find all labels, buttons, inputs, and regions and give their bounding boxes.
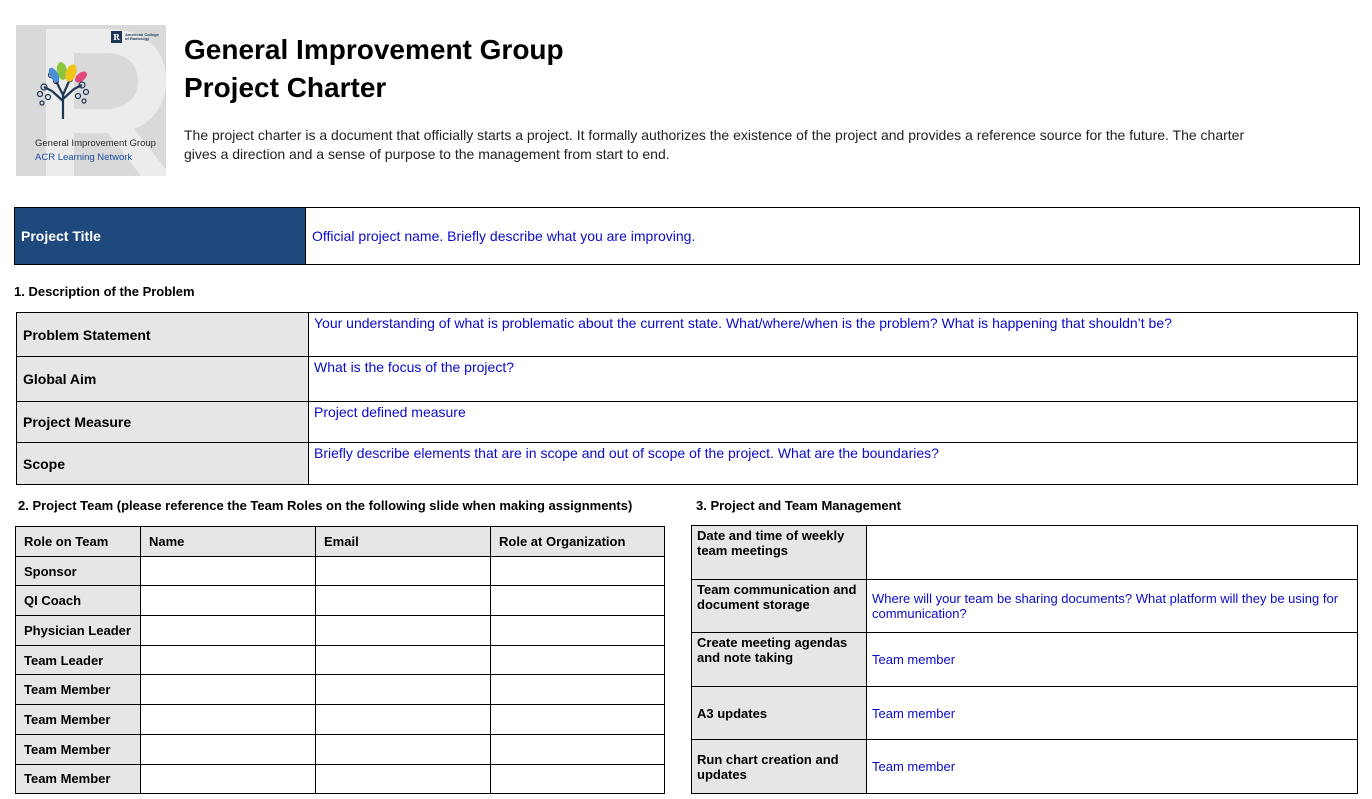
tree-icon — [34, 61, 92, 121]
role-cell: Physician Leader — [16, 616, 141, 646]
name-input-cell[interactable] — [141, 556, 316, 586]
table-row — [692, 686, 1358, 740]
table-row — [17, 443, 1358, 485]
table-row — [16, 556, 665, 586]
col-role-at-organization: Role at Organization — [491, 527, 665, 557]
weekly-meetings-field[interactable] — [867, 526, 1358, 580]
project-title-row — [14, 207, 1360, 265]
email-input-cell[interactable] — [316, 645, 491, 675]
table-row — [17, 357, 1358, 402]
a3-updates-field[interactable]: Team member — [867, 686, 1358, 740]
org-role-input-cell[interactable] — [491, 616, 665, 646]
acr-org-name: American College of Radiology — [125, 31, 159, 41]
table-row — [16, 616, 665, 646]
role-cell: Team Member — [16, 675, 141, 705]
global-aim-label: Global Aim — [17, 357, 309, 402]
page-title — [184, 31, 564, 107]
name-input-cell[interactable] — [141, 586, 316, 616]
org-role-input-cell[interactable] — [491, 645, 665, 675]
title-line-2: Project Charter — [184, 72, 387, 103]
agendas-notes-field[interactable]: Team member — [867, 633, 1358, 687]
weekly-meetings-label: Date and time of weekly team meetings — [692, 526, 867, 580]
table-row — [17, 313, 1358, 357]
org-role-input-cell[interactable] — [491, 556, 665, 586]
table-row — [16, 705, 665, 735]
problem-statement-field[interactable]: Your understanding of what is problematic about the current state. What/where/when is the problem? What is happening that shouldn’t be? — [309, 313, 1358, 357]
agendas-notes-label: Create meeting agendas and note taking — [692, 633, 867, 687]
table-row — [16, 645, 665, 675]
project-title-label: Project Title — [15, 208, 306, 264]
email-input-cell[interactable] — [316, 764, 491, 794]
role-cell: Team Leader — [16, 645, 141, 675]
project-measure-field[interactable]: Project defined measure — [309, 402, 1358, 443]
table-row — [16, 675, 665, 705]
org-role-input-cell[interactable] — [491, 764, 665, 794]
communication-storage-label: Team communication and document storage — [692, 579, 867, 633]
role-cell: Team Member — [16, 764, 141, 794]
global-aim-field[interactable]: What is the focus of the project? — [309, 357, 1358, 402]
table-row — [692, 740, 1358, 794]
org-role-input-cell[interactable] — [491, 734, 665, 764]
org-role-input-cell[interactable] — [491, 675, 665, 705]
section3-heading: 3. Project and Team Management — [696, 498, 901, 513]
name-input-cell[interactable] — [141, 734, 316, 764]
intro-paragraph: The project charter is a document that officially starts a project. It formally authorizes the existence of the project and provides a reference source for the future. The charter gives a direction and a sense of purpose to the management from start to end. — [184, 127, 1245, 162]
a3-updates-label: A3 updates — [692, 686, 867, 740]
org-role-input-cell[interactable] — [491, 586, 665, 616]
table-row — [17, 402, 1358, 443]
name-input-cell[interactable] — [141, 705, 316, 735]
section1-heading: 1. Description of the Problem — [14, 284, 195, 299]
col-name: Name — [141, 527, 316, 557]
project-measure-label: Project Measure — [17, 402, 309, 443]
col-email: Email — [316, 527, 491, 557]
org-role-input-cell[interactable] — [491, 705, 665, 735]
management-table — [691, 525, 1358, 794]
col-role-on-team: Role on Team — [16, 527, 141, 557]
logo-network-name: ACR Learning Network — [35, 152, 133, 163]
communication-storage-field[interactable]: Where will your team be sharing documents? What platform will they be using for communication? — [867, 579, 1358, 633]
email-input-cell[interactable] — [316, 616, 491, 646]
table-row — [16, 586, 665, 616]
section2-heading: 2. Project Team (please reference the Team Roles on the following slide when making assignments) — [18, 498, 633, 513]
table-row — [692, 633, 1358, 687]
name-input-cell[interactable] — [141, 764, 316, 794]
problem-table — [16, 312, 1358, 485]
name-input-cell[interactable] — [141, 616, 316, 646]
team-table — [15, 526, 665, 794]
email-input-cell[interactable] — [316, 675, 491, 705]
email-input-cell[interactable] — [316, 586, 491, 616]
table-header-row — [16, 527, 665, 557]
role-cell: Team Member — [16, 734, 141, 764]
role-cell: QI Coach — [16, 586, 141, 616]
project-title-field[interactable]: Official project name. Briefly describe what you are improving. — [312, 228, 696, 244]
table-row — [16, 734, 665, 764]
acr-mark — [111, 31, 161, 43]
table-row — [692, 579, 1358, 633]
acr-r-badge: R — [111, 31, 122, 43]
problem-statement-label: Problem Statement — [17, 313, 309, 357]
name-input-cell[interactable] — [141, 645, 316, 675]
acr-logo — [16, 25, 166, 176]
name-input-cell[interactable] — [141, 675, 316, 705]
table-row — [16, 764, 665, 794]
email-input-cell[interactable] — [316, 734, 491, 764]
table-row — [692, 526, 1358, 580]
title-line-1: General Improvement Group — [184, 34, 564, 65]
email-input-cell[interactable] — [316, 556, 491, 586]
email-input-cell[interactable] — [316, 705, 491, 735]
run-chart-field[interactable]: Team member — [867, 740, 1358, 794]
role-cell: Sponsor — [16, 556, 141, 586]
scope-label: Scope — [17, 443, 309, 485]
logo-group-name: General Improvement Group — [35, 138, 156, 149]
run-chart-label: Run chart creation and updates — [692, 740, 867, 794]
scope-field[interactable]: Briefly describe elements that are in scope and out of scope of the project. What are the boundaries? — [309, 443, 1358, 485]
role-cell: Team Member — [16, 705, 141, 735]
